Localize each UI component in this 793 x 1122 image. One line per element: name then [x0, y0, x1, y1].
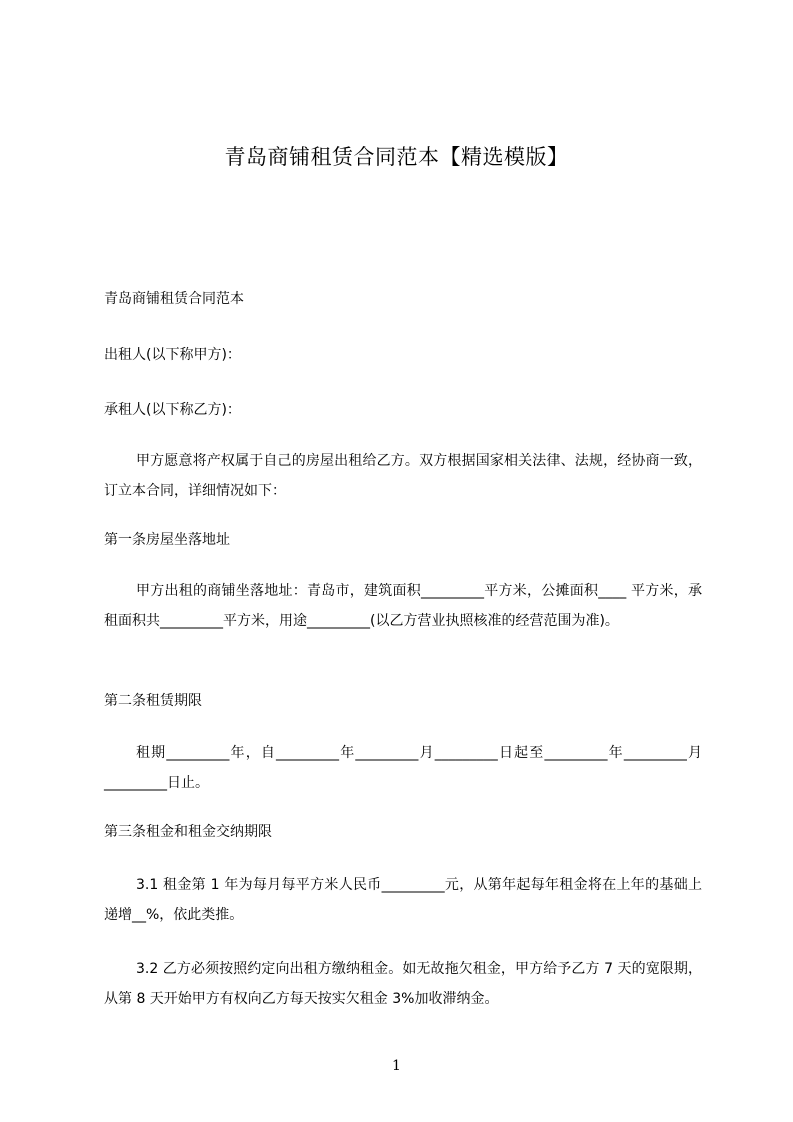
- clause-3-1: 3.1 租金第 1 年为每月每平方米人民币_________元，从第年起每年租金将在上年的基础上递增__%，依此类推。: [104, 877, 702, 923]
- clause-3-2: 3.2 乙方必须按照约定向出租方缴纳租金。如无故拖欠租金，甲方给予乙方 7 天的宽限期，从第 8 天开始甲方有权向乙方每天按实欠租金 3%加收滞纳金。: [104, 961, 702, 1007]
- article-2-heading: 第二条租赁期限: [104, 693, 202, 709]
- contract-subtitle: 青岛商铺租赁合同范本: [104, 291, 244, 307]
- article-2-body: 租期_________年，自_________年_________月_________日起至_________年_________月_________日止。: [104, 745, 702, 791]
- article-3-heading: 第三条租金和租金交纳期限: [104, 824, 272, 840]
- article-1-body: 甲方出租的商铺坐落地址：青岛市，建筑面积_________平方米，公摊面积____ 平方米，承租面积共_________平方米，用途_________(以乙方营业执照核准的经营范围为准)。: [104, 583, 702, 629]
- lessee-line: 承租人(以下称乙方)：: [104, 402, 241, 418]
- document-title: 青岛商铺租赁合同范本【精选模版】: [224, 145, 569, 169]
- preamble-paragraph: 甲方愿意将产权属于自己的房屋出租给乙方。双方根据国家相关法律、法规，经协商一致，订立本合同，详细情况如下：: [104, 453, 702, 499]
- page-number: 1: [392, 1058, 401, 1074]
- lessor-line: 出租人(以下称甲方)：: [104, 347, 241, 363]
- article-1-heading: 第一条房屋坐落地址: [104, 532, 230, 548]
